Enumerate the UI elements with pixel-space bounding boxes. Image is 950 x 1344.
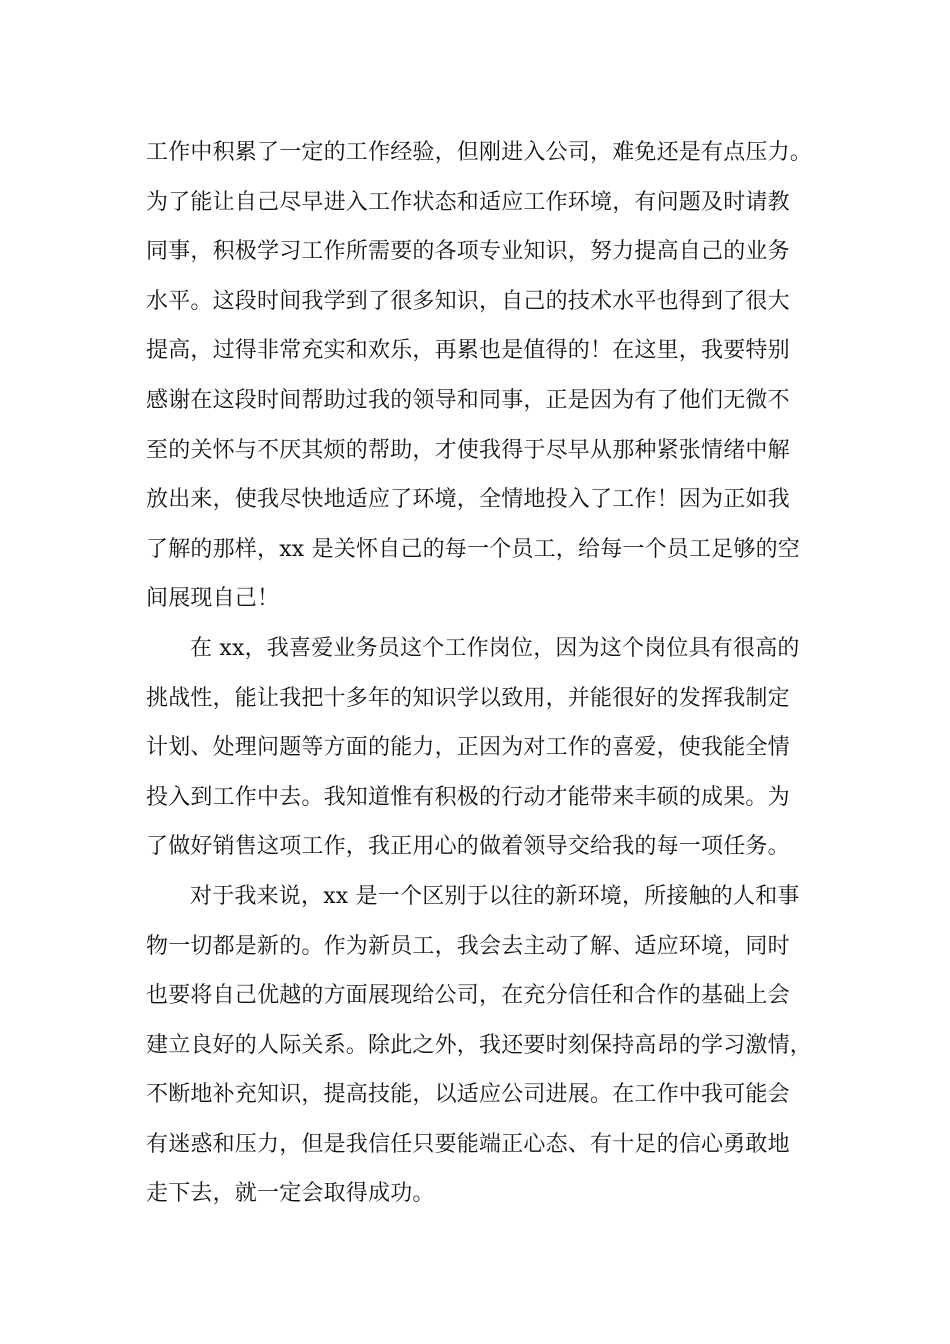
document-body bbox=[146, 128, 836, 1219]
text-line: 提高，过得非常充实和欢乐，再累也是值得的！在这里，我要特别 bbox=[146, 338, 790, 364]
text-line: 间展现自己！ bbox=[146, 586, 280, 612]
text-line: 感谢在这段时间帮助过我的领导和同事，正是因为有了他们无微不 bbox=[146, 387, 790, 413]
text-line: 有迷惑和压力，但是我信任只要能端正心态、有十足的信心勇敢地 bbox=[146, 1131, 790, 1157]
paragraph-2 bbox=[146, 624, 836, 872]
text-line: 同事，积极学习工作所需要的各项专业知识，努力提高自己的业务 bbox=[146, 239, 790, 265]
text-line: 至的关怀与不厌其烦的帮助，才使我得于尽早从那种紧张情绪中解 bbox=[146, 437, 790, 463]
text-line: 放出来，使我尽快地适应了环境，全情地投入了工作！因为正如我 bbox=[146, 487, 790, 513]
text-line: 投入到工作中去。我知道惟有积极的行动才能带来丰硕的成果。为 bbox=[146, 784, 790, 810]
paragraph-1 bbox=[146, 128, 836, 624]
text-line: 挑战性，能让我把十多年的知识学以致用，并能很好的发挥我制定 bbox=[146, 685, 790, 711]
text-line: 在 xx，我喜爱业务员这个工作岗位，因为这个岗位具有很高的 bbox=[190, 635, 800, 661]
text-line: 计划、处理问题等方面的能力，正因为对工作的喜爱，使我能全情 bbox=[146, 735, 790, 761]
text-line: 水平。这段时间我学到了很多知识，自己的技术水平也得到了很大 bbox=[146, 288, 790, 314]
text-line: 对于我来说，xx 是一个区别于以往的新环境，所接触的人和事 bbox=[190, 883, 800, 909]
paragraph-3 bbox=[146, 872, 836, 1219]
text-line: 物一切都是新的。作为新员工，我会去主动了解、适应环境，同时 bbox=[146, 933, 790, 959]
text-line: 也要将自己优越的方面展现给公司，在充分信任和合作的基础上会 bbox=[146, 983, 790, 1009]
text-line: 了解的那样，xx 是关怀自己的每一个员工，给每一个员工足够的空 bbox=[146, 536, 801, 562]
text-line: 工作中积累了一定的工作经验，但刚进入公司，难免还是有点压力。 bbox=[146, 140, 813, 165]
text-line: 走下去，就一定会取得成功。 bbox=[146, 1181, 435, 1207]
text-line: 不断地补充知识，提高技能，以适应公司进展。在工作中我可能会 bbox=[146, 1082, 790, 1108]
text-line: 了做好销售这项工作，我正用心的做着领导交给我的每一项任务。 bbox=[146, 834, 790, 860]
text-line: 为了能让自己尽早进入工作状态和适应工作环境，有问题及时请教 bbox=[146, 189, 790, 215]
text-line: 建立良好的人际关系。除此之外，我还要时刻保持高昂的学习激情， bbox=[146, 1032, 813, 1058]
